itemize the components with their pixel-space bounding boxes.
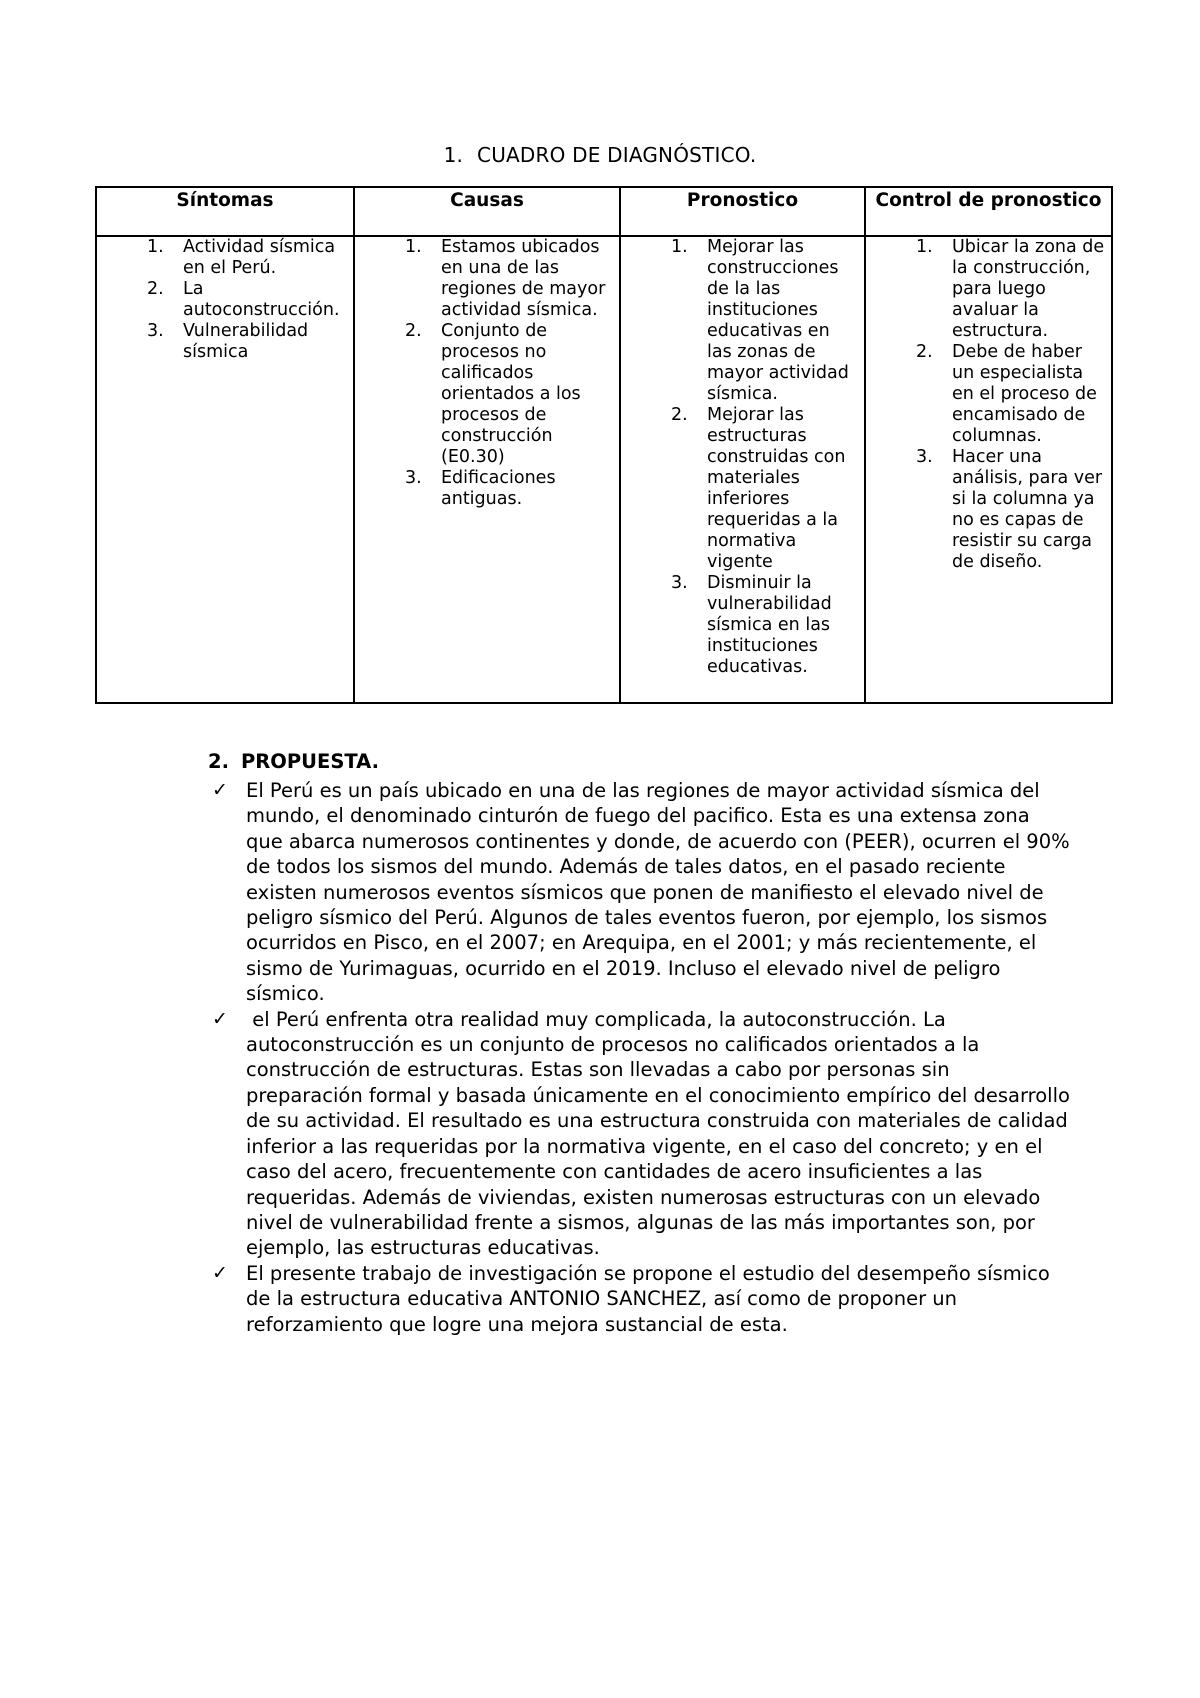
diagnostic-table [95,186,1113,704]
list-item-text: Debe de haber un especialista en el proceso de encamisado de columnas. [952,342,1097,446]
section-1-heading [0,143,1200,167]
header-control-pronostico: Control de pronostico [865,187,1112,236]
section-2-number: 2. [208,750,229,773]
list-item-number: 3. [916,447,933,467]
list-item-number: 3. [671,573,688,593]
proposal-text: el Perú enfrenta otra realidad muy complicada, la autoconstrucción. La autoconstrucción es un conjunto de procesos no calificados orientados a la construcción de estructuras. Estas son llevadas a cabo por personas sin preparación formal y basada únicamente en el conocimiento empírico del desarrollo de su actividad. El resultado es una estructura construida con materiales de calidad inferior a las requeridas por la normativa vigente, en el caso del concreto; y en el caso del acero, frecuentemente con cantidades de acero insuficientes a las requeridas. Además de viviendas, existen numerosas estructuras con un elevado nivel de vulnerabilidad frente a sismos, algunas de las más importantes son, por ejemplo, las estructuras educativas. [246,1007,1077,1260]
list-item-text: Actividad sísmica en el Perú. [183,237,336,278]
list-item-number: 2. [405,321,422,341]
causas-list [355,237,619,510]
list-item-text: Conjunto de procesos no calificados orientados a los procesos de construcción (E0.30) [441,321,581,467]
list-item-text: Estamos ubicados en una de las regiones de mayor actividad sísmica. [441,237,606,320]
list-item-number: 3. [147,321,164,341]
list-item [97,237,353,279]
pronostico-list [621,237,864,678]
list-item-text: Ubicar la zona de la construcción, para luego avaluar la estructura. [952,237,1105,341]
list-item-text: Mejorar las construcciones de la las instituciones educativas en las zonas de mayor actividad sísmica. [707,237,849,404]
proposal-text: El presente trabajo de investigación se propone el estudio del desempeño sísmico de la estructura educativa ANTONIO SANCHEZ, así como de proponer un reforzamiento que logre una mejora sustancial de esta. [246,1261,1050,1336]
list-item-text: Hacer una análisis, para ver si la columna ya no es capas de resistir su carga de diseño. [952,447,1103,572]
checkmark-icon: ✓ [212,1261,228,1284]
table-header-row [96,187,1112,236]
list-item-text: Edificaciones antiguas. [441,468,556,509]
checkmark-icon: ✓ [212,779,228,801]
list-item-number: 1. [405,237,422,257]
list-item-number: 3. [405,468,422,488]
section-1-number: 1. [443,143,464,167]
sintomas-list [97,237,353,363]
list-item [866,447,1111,573]
section-2-heading [208,750,379,773]
proposal-text: El Perú es un país ubicado en una de las regiones de mayor actividad sísmica del mundo, el denominado cinturón de fuego del pacifico. Esta es una extensa zona que abarca numerosos continentes y donde, de acuerdo con (PEER), ocurren el 90% de todos los sismos del mundo. Además de tales datos, en el pasado reciente existen numerosos eventos sísmicos que ponen de manifiesto el elevado nivel de peligro sísmico del Perú. Algunos de tales eventos fueron, por ejemplo, los sismos ocurridos en Pisco, en el 2007; en Arequipa, en el 2001; y más recientemente, el sismo de Yurimaguas, ocurrido en el 2019. Incluso el elevado nivel de peligro sísmico. [246,779,1070,1006]
table-row [96,236,1112,703]
list-item-number: 1. [916,237,933,257]
proposal-item [212,1007,1077,1261]
proposal-item [212,778,1072,1007]
list-item [97,279,353,321]
list-item-text: Vulnerabilidad sísmica [183,321,309,362]
header-pronostico: Pronostico [620,187,865,236]
list-item-number: 1. [671,237,688,257]
section-2-title: PROPUESTA. [240,750,380,773]
list-item [355,468,619,510]
cell-control-pronostico [865,236,1112,703]
list-item [97,321,353,363]
cell-pronostico [620,236,865,703]
list-item-number: 2. [916,342,933,362]
list-item [621,573,864,678]
list-item-number: 2. [147,279,164,299]
list-item-text: La autoconstrucción. [183,279,340,320]
control-pronostico-list [866,237,1111,573]
checkmark-icon: ✓ [212,1007,228,1030]
proposal-list [212,778,1077,1337]
list-item [866,237,1111,342]
list-item [355,237,619,321]
cell-sintomas [96,236,354,703]
list-item-number: 2. [671,405,688,425]
list-item [355,321,619,468]
list-item-number: 1. [147,237,164,257]
header-sintomas: Síntomas [96,187,354,236]
proposal-item [212,1261,1072,1337]
list-item-text: Disminuir la vulnerabilidad sísmica en las instituciones educativas. [707,573,832,677]
cell-causas [354,236,620,703]
list-item [621,237,864,405]
header-causas: Causas [354,187,620,236]
list-item [621,405,864,573]
list-item-text: Mejorar las estructuras construidas con materiales inferiores requeridas a la normativa vigente [707,405,846,572]
section-1-title: CUADRO DE DIAGNÓSTICO. [477,143,757,167]
list-item [866,342,1111,447]
